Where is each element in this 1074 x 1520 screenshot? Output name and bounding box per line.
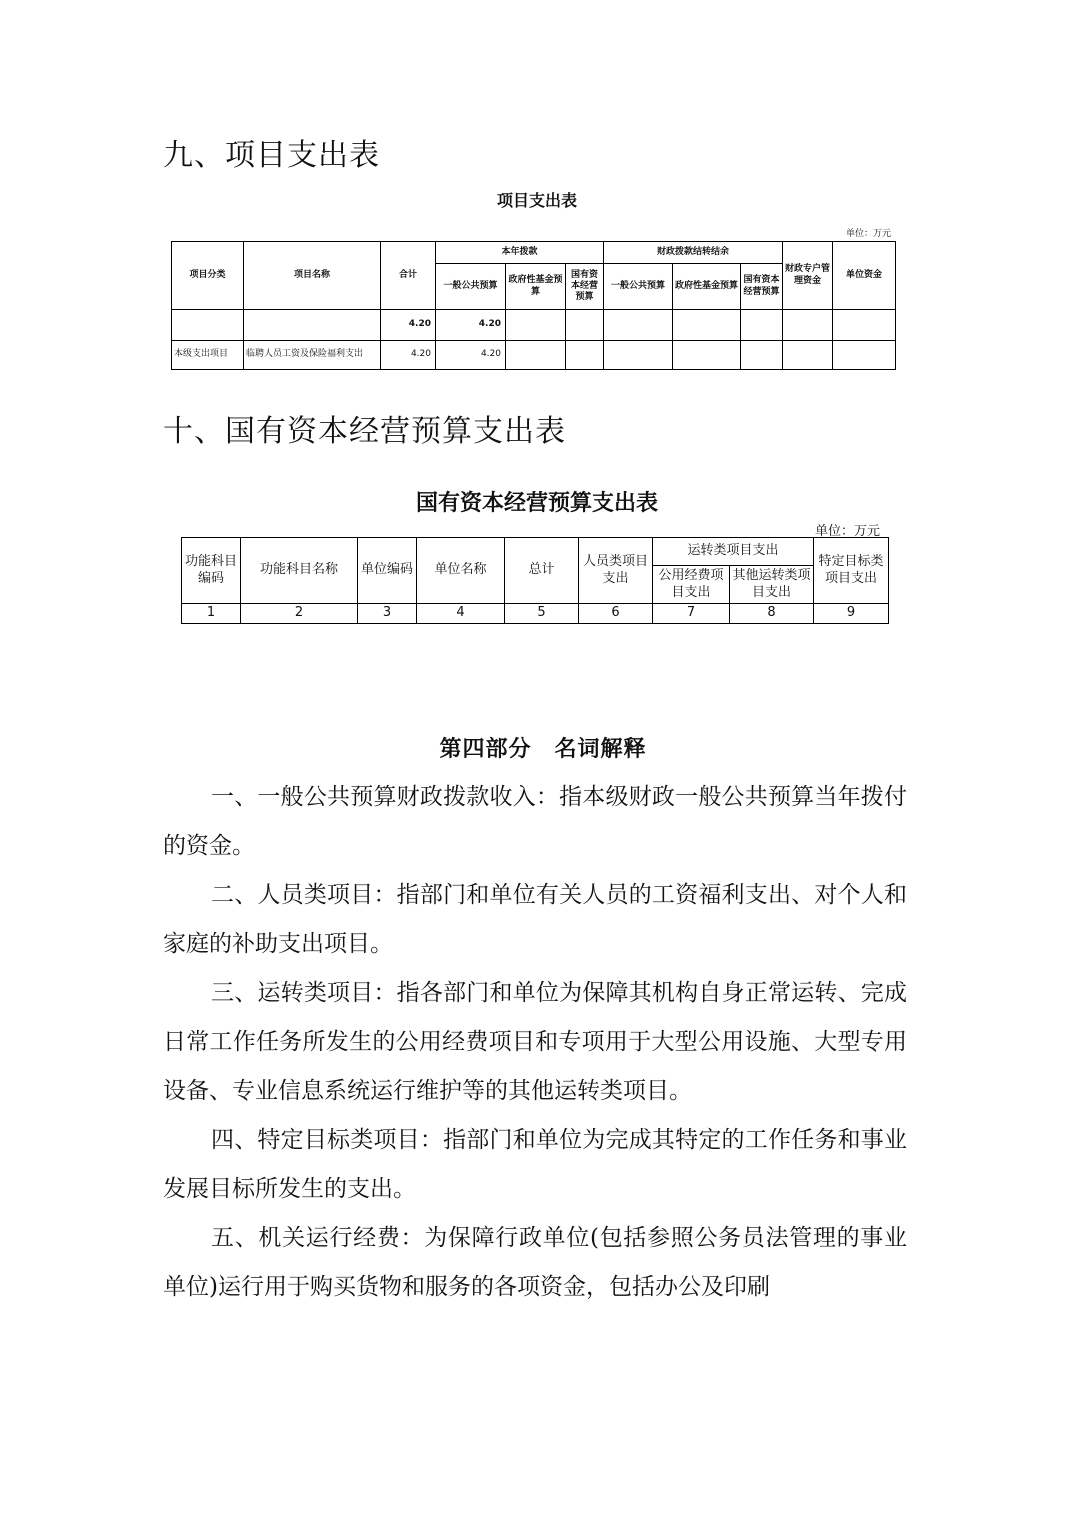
header-operation: 运转类项目支出 (653, 538, 814, 566)
cell-general: 4.20 (436, 341, 506, 370)
header-func-code: 功能科目编码 (182, 538, 241, 604)
definitions-body (163, 773, 907, 1312)
column-number: 4 (417, 604, 505, 624)
column-number: 7 (653, 604, 730, 624)
cell-category (172, 310, 244, 341)
project-expenditure-table (171, 241, 896, 370)
header-unit-funds: 单位资金 (833, 242, 896, 310)
cell-total: 4.20 (381, 310, 436, 341)
header-name: 项目名称 (244, 242, 381, 310)
header-special-account: 财政专户管理资金 (783, 242, 833, 310)
header-unit-name: 单位名称 (417, 538, 505, 604)
column-number: 6 (579, 604, 653, 624)
unit-label: 单位：万元 (815, 524, 881, 539)
definition-paragraph: 五、机关运行经费：为保障行政单位(包括参照公务员法管理的事业单位)运行用于购买货物和服务的各项资金，包括办公及印刷 (163, 1225, 907, 1300)
state-capital-expenditure-table (181, 537, 889, 624)
cell-name (244, 310, 381, 341)
definition-paragraph: 三、运转类项目：指各部门和单位为保障其机构自身正常运转、完成日常工作任务所发生的公用经费项目和专项用于大型公用设施、大型专用设备、专业信息系统运行维护等的其他运转类项目。 (163, 980, 907, 1104)
header-carry-gov-fund: 政府性基金预算 (673, 264, 741, 310)
cell-name: 临聘人员工资及保险福利支出 (244, 341, 381, 370)
section-heading: 九、项目支出表 (163, 138, 380, 173)
header-carryover: 财政拨款结转结余 (604, 242, 783, 264)
header-current-year: 本年拨款 (436, 242, 604, 264)
cell-general: 4.20 (436, 310, 506, 341)
header-carry-state-capital: 国有资本经营预算 (741, 264, 783, 310)
header-func-name: 功能科目名称 (241, 538, 358, 604)
header-total: 总计 (505, 538, 579, 604)
header-personnel: 人员类项目支出 (579, 538, 653, 604)
column-number: 3 (358, 604, 417, 624)
cell-total: 4.20 (381, 341, 436, 370)
header-unit-code: 单位编码 (358, 538, 417, 604)
column-number: 9 (814, 604, 889, 624)
header-total: 合计 (381, 242, 436, 310)
header-general-budget: 一般公共预算 (436, 264, 506, 310)
unit-label: 单位：万元 (846, 229, 892, 239)
table-row (182, 604, 889, 624)
table-title: 项目支出表 (496, 191, 577, 210)
column-number: 1 (182, 604, 241, 624)
table-row (172, 310, 896, 341)
header-category: 项目分类 (172, 242, 244, 310)
header-public-expense: 公用经费项目支出 (653, 566, 730, 604)
part-title: 第四部分 名词解释 (439, 736, 647, 762)
header-specific-target: 特定目标类项目支出 (814, 538, 889, 604)
definition-paragraph: 二、人员类项目：指部门和单位有关人员的工资福利支出、对个人和家庭的补助支出项目。 (163, 882, 907, 957)
header-gov-fund: 政府性基金预算 (506, 264, 566, 310)
column-number: 2 (241, 604, 358, 624)
header-other-operation: 其他运转类项目支出 (730, 566, 814, 604)
column-number: 8 (730, 604, 814, 624)
section-heading: 十、国有资本经营预算支出表 (163, 414, 566, 449)
cell-category: 本级支出项目 (172, 341, 244, 370)
header-state-capital: 国有资本经营预算 (566, 264, 604, 310)
table-title: 国有资本经营预算支出表 (415, 491, 658, 516)
definition-paragraph: 一、一般公共预算财政拨款收入：指本级财政一般公共预算当年拨付的资金。 (163, 784, 907, 859)
definition-paragraph: 四、特定目标类项目：指部门和单位为完成其特定的工作任务和事业发展目标所发生的支出。 (163, 1127, 907, 1202)
table-row (172, 341, 896, 370)
column-number: 5 (505, 604, 579, 624)
header-carry-general: 一般公共预算 (604, 264, 673, 310)
